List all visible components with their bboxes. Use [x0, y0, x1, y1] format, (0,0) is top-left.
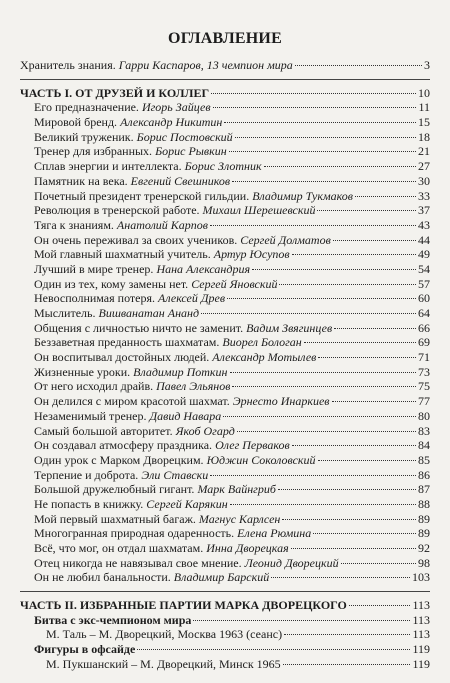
page-number: 77 [418, 394, 430, 409]
page-number: 88 [418, 496, 430, 511]
entry-author: Виорел Бологан [222, 335, 302, 350]
leader-dots [193, 620, 410, 621]
intro-text: Хранитель знания. [20, 58, 119, 72]
leader-dots [279, 284, 416, 285]
entry-author: Сергей Яновский [191, 276, 278, 291]
page-number: 119 [412, 642, 430, 657]
toc-entry [20, 468, 430, 483]
entry-title: Незаменимый тренер. [34, 408, 150, 423]
toc-entry [20, 159, 430, 174]
entry-title: Его предназначение. [34, 100, 142, 115]
section-heading [20, 613, 430, 628]
entry-author: Владимир Барский [173, 570, 270, 585]
toc-entry [20, 306, 430, 321]
leader-dots [224, 122, 416, 123]
leader-dots [284, 634, 410, 635]
page-number: 92 [418, 541, 430, 555]
page-number: 113 [412, 612, 430, 627]
entry-title: Всё, что мог, он отдал шахматам. [34, 541, 207, 555]
entry-title: Невосполнимая потеря. [34, 291, 159, 306]
toc-entry [20, 100, 430, 115]
entry-author: Инна Дворецкая [206, 541, 289, 555]
leader-dots [278, 489, 416, 490]
toc-entry [20, 394, 430, 409]
part1-heading [20, 86, 430, 101]
toc-entry [20, 497, 430, 512]
toc-entry [20, 247, 430, 262]
game-entry [20, 657, 430, 672]
leader-dots [223, 416, 416, 417]
entry-title: Жизненные уроки. [34, 364, 134, 379]
entry-author: Александр Никитин [120, 115, 223, 130]
leader-dots [237, 431, 416, 432]
leader-dots [210, 225, 416, 226]
leader-dots [232, 386, 416, 387]
entry-author: Марк Вайнгриб [197, 482, 276, 497]
entry-author: Павел Эльянов [156, 379, 231, 394]
table-of-contents [20, 58, 430, 672]
page-number: 85 [418, 452, 430, 467]
leader-dots [318, 357, 416, 358]
entry-title: Почетный президент тренерской гильдии. [34, 188, 253, 203]
leader-dots [334, 328, 416, 329]
page-number: 73 [418, 364, 430, 379]
page-number: 75 [418, 379, 430, 394]
entry-title: Тяга к знаниям. [34, 217, 117, 232]
section-heading [20, 642, 430, 657]
part1-entries [20, 100, 430, 585]
page-number: 30 [418, 173, 430, 188]
toc-entry [20, 379, 430, 394]
entry-author: Елена Рюмина [237, 526, 312, 541]
page-number: 11 [418, 100, 430, 115]
page-number: 86 [418, 467, 430, 482]
game-title: М. Таль – М. Дворецкий, Москва 1963 (сеанс) [46, 627, 283, 642]
section-title: Битва с экс-чемпионом мира [34, 612, 192, 627]
leader-dots [292, 445, 416, 446]
leader-dots [349, 605, 411, 606]
leader-dots [332, 401, 417, 402]
entry-author: Михаил Шерешевский [202, 203, 316, 218]
page-number: 66 [418, 320, 430, 335]
entry-title: Мой главный шахматный учитель. [34, 247, 214, 262]
leader-dots [229, 151, 416, 152]
entry-author: Давид Навара [149, 408, 222, 423]
leader-dots [291, 548, 416, 549]
toc-entry [20, 174, 430, 189]
leader-dots [318, 460, 416, 461]
page-number: 15 [418, 115, 430, 130]
toc-entry [20, 321, 430, 336]
toc-entry [20, 233, 430, 248]
leader-dots [137, 649, 410, 650]
toc-entry [20, 424, 430, 439]
page-number: 103 [412, 570, 430, 585]
entry-title: Терпение и доброта. [34, 467, 142, 482]
entry-title: Беззаветная преданность шахматам. [34, 335, 223, 350]
entry-author: Магнус Карлсен [198, 511, 281, 526]
entry-title: Памятник на века. [34, 173, 131, 188]
part2-entries [20, 613, 430, 672]
page-number: 84 [418, 438, 430, 453]
entry-title: Мировой бренд. [34, 115, 121, 130]
toc-entry [20, 115, 430, 130]
page-number: 98 [418, 555, 430, 570]
page-number: 18 [418, 129, 430, 144]
toc-entry [20, 189, 430, 204]
toc-entry [20, 350, 430, 365]
toc-entry [20, 335, 430, 350]
page-number: 80 [418, 408, 430, 423]
toc-entry [20, 512, 430, 527]
entry-title: Мой первый шахматный багаж. [34, 511, 199, 526]
entry-author: Анатолий Карпов [116, 217, 208, 232]
leader-dots [333, 240, 416, 241]
part2-title: ЧАСТЬ II. ИЗБРАННЫЕ ПАРТИИ МАРКА ДВОРЕЦКОГО [20, 598, 347, 613]
leader-dots [227, 298, 416, 299]
entry-author: Якоб Огард [175, 423, 235, 438]
entry-title: Один из тех, кому замены нет. [34, 276, 192, 291]
entry-title: Многогранная природная одаренность. [34, 526, 238, 541]
entry-author: Эрнесто Инаркиев [232, 394, 330, 409]
page-number: 60 [418, 291, 430, 306]
page-number: 33 [418, 188, 430, 203]
toc-entry [20, 130, 430, 145]
page-number: 37 [418, 203, 430, 218]
leader-dots [213, 107, 417, 108]
intro-author: Гарри Каспаров, 13 чемпион мира [118, 58, 293, 72]
leader-dots [292, 254, 416, 255]
entry-title: Он создавал атмосферу праздника. [34, 438, 216, 453]
leader-dots [230, 504, 416, 505]
toc-entry [20, 365, 430, 380]
page-number: 87 [418, 482, 430, 497]
entry-author: Игорь Зайцев [141, 100, 211, 115]
page-number: 69 [418, 335, 430, 350]
entry-title: Тренер для избранных. [34, 144, 156, 159]
entry-title: Он не любил банальности. [34, 570, 174, 585]
entry-title: Общения с личностью ничто не заменит. [34, 320, 247, 335]
entry-title: Большой дружелюбный гигант. [34, 482, 198, 497]
entry-title: Один урок с Марком Дворецким. [34, 452, 207, 467]
entry-title: От него исходил драйв. [34, 379, 157, 394]
leader-dots [264, 166, 416, 167]
entry-title: Лучший в мире тренер. [34, 261, 157, 276]
entry-author: Вадим Звягинцев [246, 320, 333, 335]
leader-dots [252, 269, 416, 270]
entry-title: Великий труженик. [34, 129, 137, 144]
toc-entry [20, 526, 430, 541]
entry-author: Олег Перваков [215, 438, 290, 453]
toc-entry [20, 541, 430, 556]
leader-dots [295, 65, 422, 66]
entry-title: Он делился с миром красотой шахмат. [34, 394, 233, 409]
entry-title: Революция в тренерской работе. [34, 203, 203, 218]
toc-entry [20, 438, 430, 453]
intro-entry [20, 58, 430, 73]
leader-dots [283, 664, 411, 665]
part1-page: 10 [418, 85, 430, 100]
leader-dots [313, 533, 416, 534]
entry-author: Нана Александрия [156, 261, 251, 276]
entry-title: Отец никогда не навязывал свое мнение. [34, 555, 245, 570]
toc-entry [20, 144, 430, 159]
entry-author: Эли Ставски [141, 467, 209, 482]
part1-title: ЧАСТЬ I. ОТ ДРУЗЕЙ И КОЛЛЕГ [20, 85, 210, 100]
page-number: 44 [418, 232, 430, 247]
page-title: ОГЛАВЛЕНИЕ [168, 30, 282, 47]
part2-page: 113 [412, 598, 430, 613]
entry-author: Александр Мотылев [212, 350, 317, 365]
section-title: Фигуры в офсайде [34, 642, 136, 657]
entry-title: Мыслитель. [34, 306, 99, 320]
entry-author: Сергей Карякин [146, 496, 228, 511]
entry-author: Артур Юсупов [213, 247, 290, 262]
leader-dots [235, 137, 416, 138]
divider [20, 591, 430, 592]
leader-dots [230, 372, 417, 373]
page-number: 89 [418, 526, 430, 541]
entry-author: Борис Постовский [136, 129, 233, 144]
entry-title: Сплав энергии и интеллекта. [34, 159, 185, 174]
leader-dots [355, 196, 416, 197]
entry-author: Владимир Тукмаков [252, 188, 354, 203]
leader-dots [211, 93, 416, 94]
part2-heading [20, 598, 430, 613]
toc-entry [20, 409, 430, 424]
toc-entry [20, 570, 430, 585]
entry-author: Вишванатан Ананд [98, 306, 200, 320]
leader-dots [317, 210, 416, 211]
entry-author: Борис Рывкин [155, 144, 227, 159]
page-number: 57 [418, 276, 430, 291]
entry-author: Алексей Древ [158, 291, 226, 306]
toc-entry [20, 203, 430, 218]
page-number: 27 [418, 159, 430, 174]
toc-entry [20, 482, 430, 497]
page-number: 71 [418, 350, 430, 365]
toc-entry [20, 277, 430, 292]
toc-entry [20, 262, 430, 277]
page-number: 64 [418, 306, 430, 320]
toc-entry [20, 556, 430, 571]
entry-author: Борис Злотник [184, 159, 262, 174]
leader-dots [282, 519, 416, 520]
game-title: М. Пукшанский – М. Дворецкий, Минск 1965 [46, 656, 281, 671]
toc-entry [20, 291, 430, 306]
entry-author: Владимир Поткин [133, 364, 228, 379]
toc-entry [20, 453, 430, 468]
entry-title: Он очень переживал за своих учеников. [34, 232, 241, 247]
leader-dots [232, 181, 416, 182]
entry-author: Евгений Свешников [130, 173, 231, 188]
toc-entry [20, 218, 430, 233]
entry-author: Леонид Дворецкий [244, 555, 339, 570]
page-number: 54 [418, 261, 430, 276]
intro-page: 3 [424, 58, 430, 72]
leader-dots [271, 577, 410, 578]
page-number: 89 [418, 511, 430, 526]
leader-dots [201, 313, 416, 314]
entry-author: Сергей Долматов [240, 232, 331, 247]
game-entry [20, 627, 430, 642]
page-number: 21 [418, 144, 430, 159]
page-number: 43 [418, 217, 430, 232]
entry-title: Он воспитывал достойных людей. [34, 350, 213, 365]
leader-dots [341, 563, 416, 564]
entry-title: Не попасть в книжку. [34, 496, 147, 511]
divider [20, 79, 430, 80]
page-number: 113 [412, 627, 430, 642]
entry-title: Самый большой авторитет. [34, 423, 176, 438]
entry-author: Юджин Соколовский [206, 452, 316, 467]
leader-dots [210, 475, 416, 476]
page-number: 119 [412, 656, 430, 671]
page-number: 49 [418, 247, 430, 262]
leader-dots [304, 342, 416, 343]
page-number: 83 [418, 423, 430, 438]
